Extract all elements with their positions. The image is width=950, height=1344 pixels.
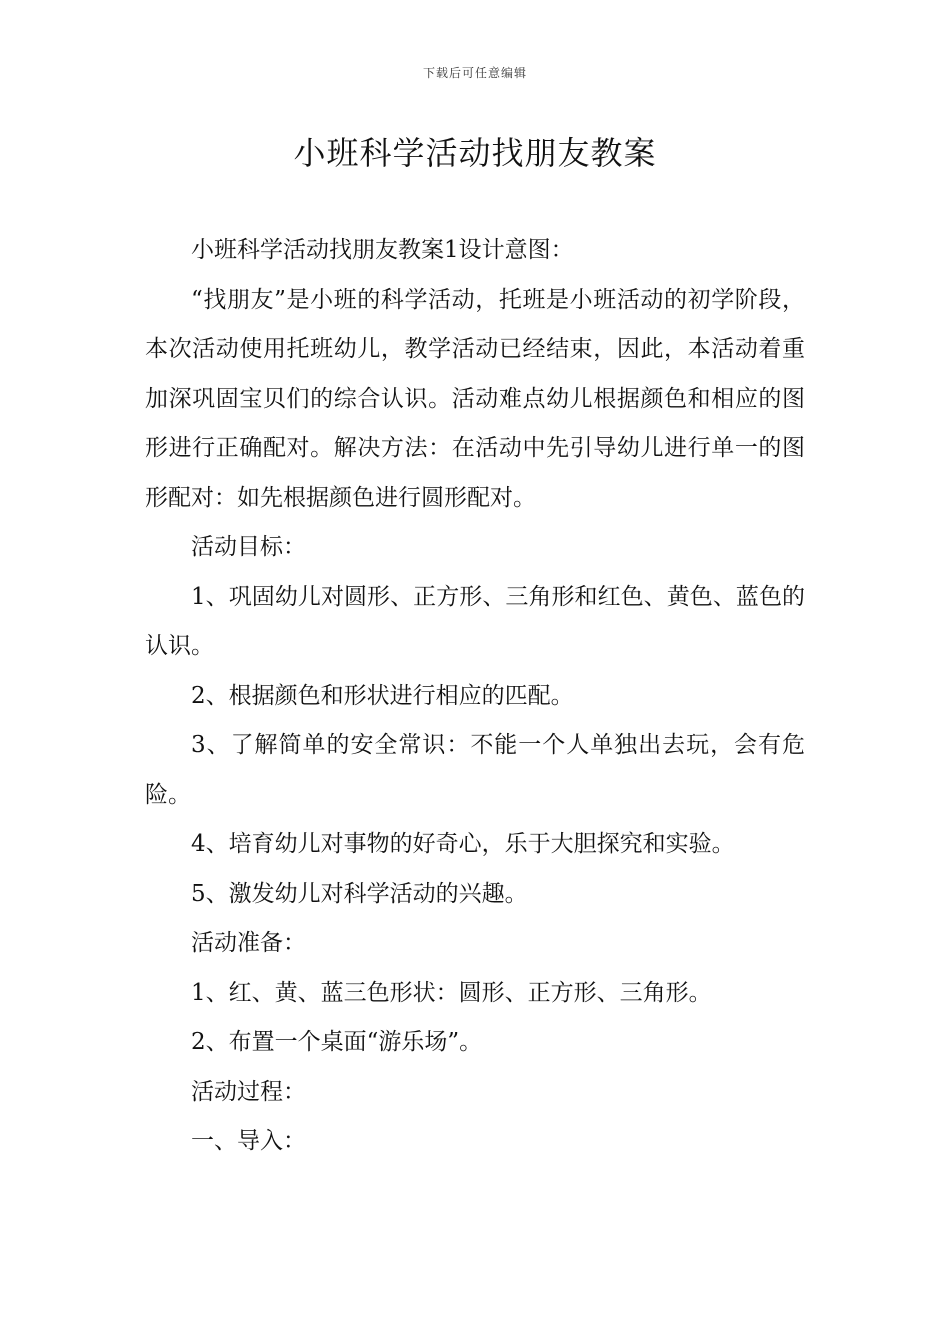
paragraph-process-step-1: 一、导入：	[191, 1128, 306, 1154]
paragraph-goal-1: 1、巩固幼儿对圆形、正方形、三角形和红色、黄色、蓝色的认识。	[145, 583, 805, 659]
paragraph-goal-4: 4、培育幼儿对事物的好奇心，乐于大胆探究和实验。	[191, 831, 735, 857]
paragraph-preparation-heading: 活动准备：	[191, 930, 306, 956]
header-note: 下载后可任意编辑	[422, 66, 527, 80]
document-title: 小班科学活动找朋友教案	[293, 134, 657, 172]
paragraph-goals-heading: 活动目标：	[191, 534, 306, 560]
paragraph-goal-2: 2、根据颜色和形状进行相应的匹配。	[191, 682, 574, 709]
paragraph-design-intent-heading: 小班科学活动找朋友教案1设计意图：	[191, 237, 574, 263]
paragraph-goal-3: 3、了解简单的安全常识：不能一个人单独出去玩，会有危险。	[145, 732, 805, 808]
paragraph-process-heading: 活动过程：	[191, 1078, 306, 1105]
paragraph-preparation-2: 2、布置一个桌面“游乐场”。	[191, 1029, 483, 1055]
paragraph-preparation-1: 1、红、黄、蓝三色形状：圆形、正方形、三角形。	[191, 979, 712, 1006]
paragraph-goal-5: 5、激发幼儿对科学活动的兴趣。	[191, 880, 528, 907]
document-body	[145, 226, 805, 1167]
paragraph-design-intent: “找朋友”是小班的科学活动，托班是小班活动的初学阶段，本次活动使用托班幼儿，教学活动已经结束，因此，本活动着重加深巩固宝贝们的综合认识。活动难点幼儿根据颜色和相应的图形进行正确配对。解决方法：在活动中先引导幼儿进行单一的图形配对：如先根据颜色进行圆形配对。	[145, 286, 805, 511]
